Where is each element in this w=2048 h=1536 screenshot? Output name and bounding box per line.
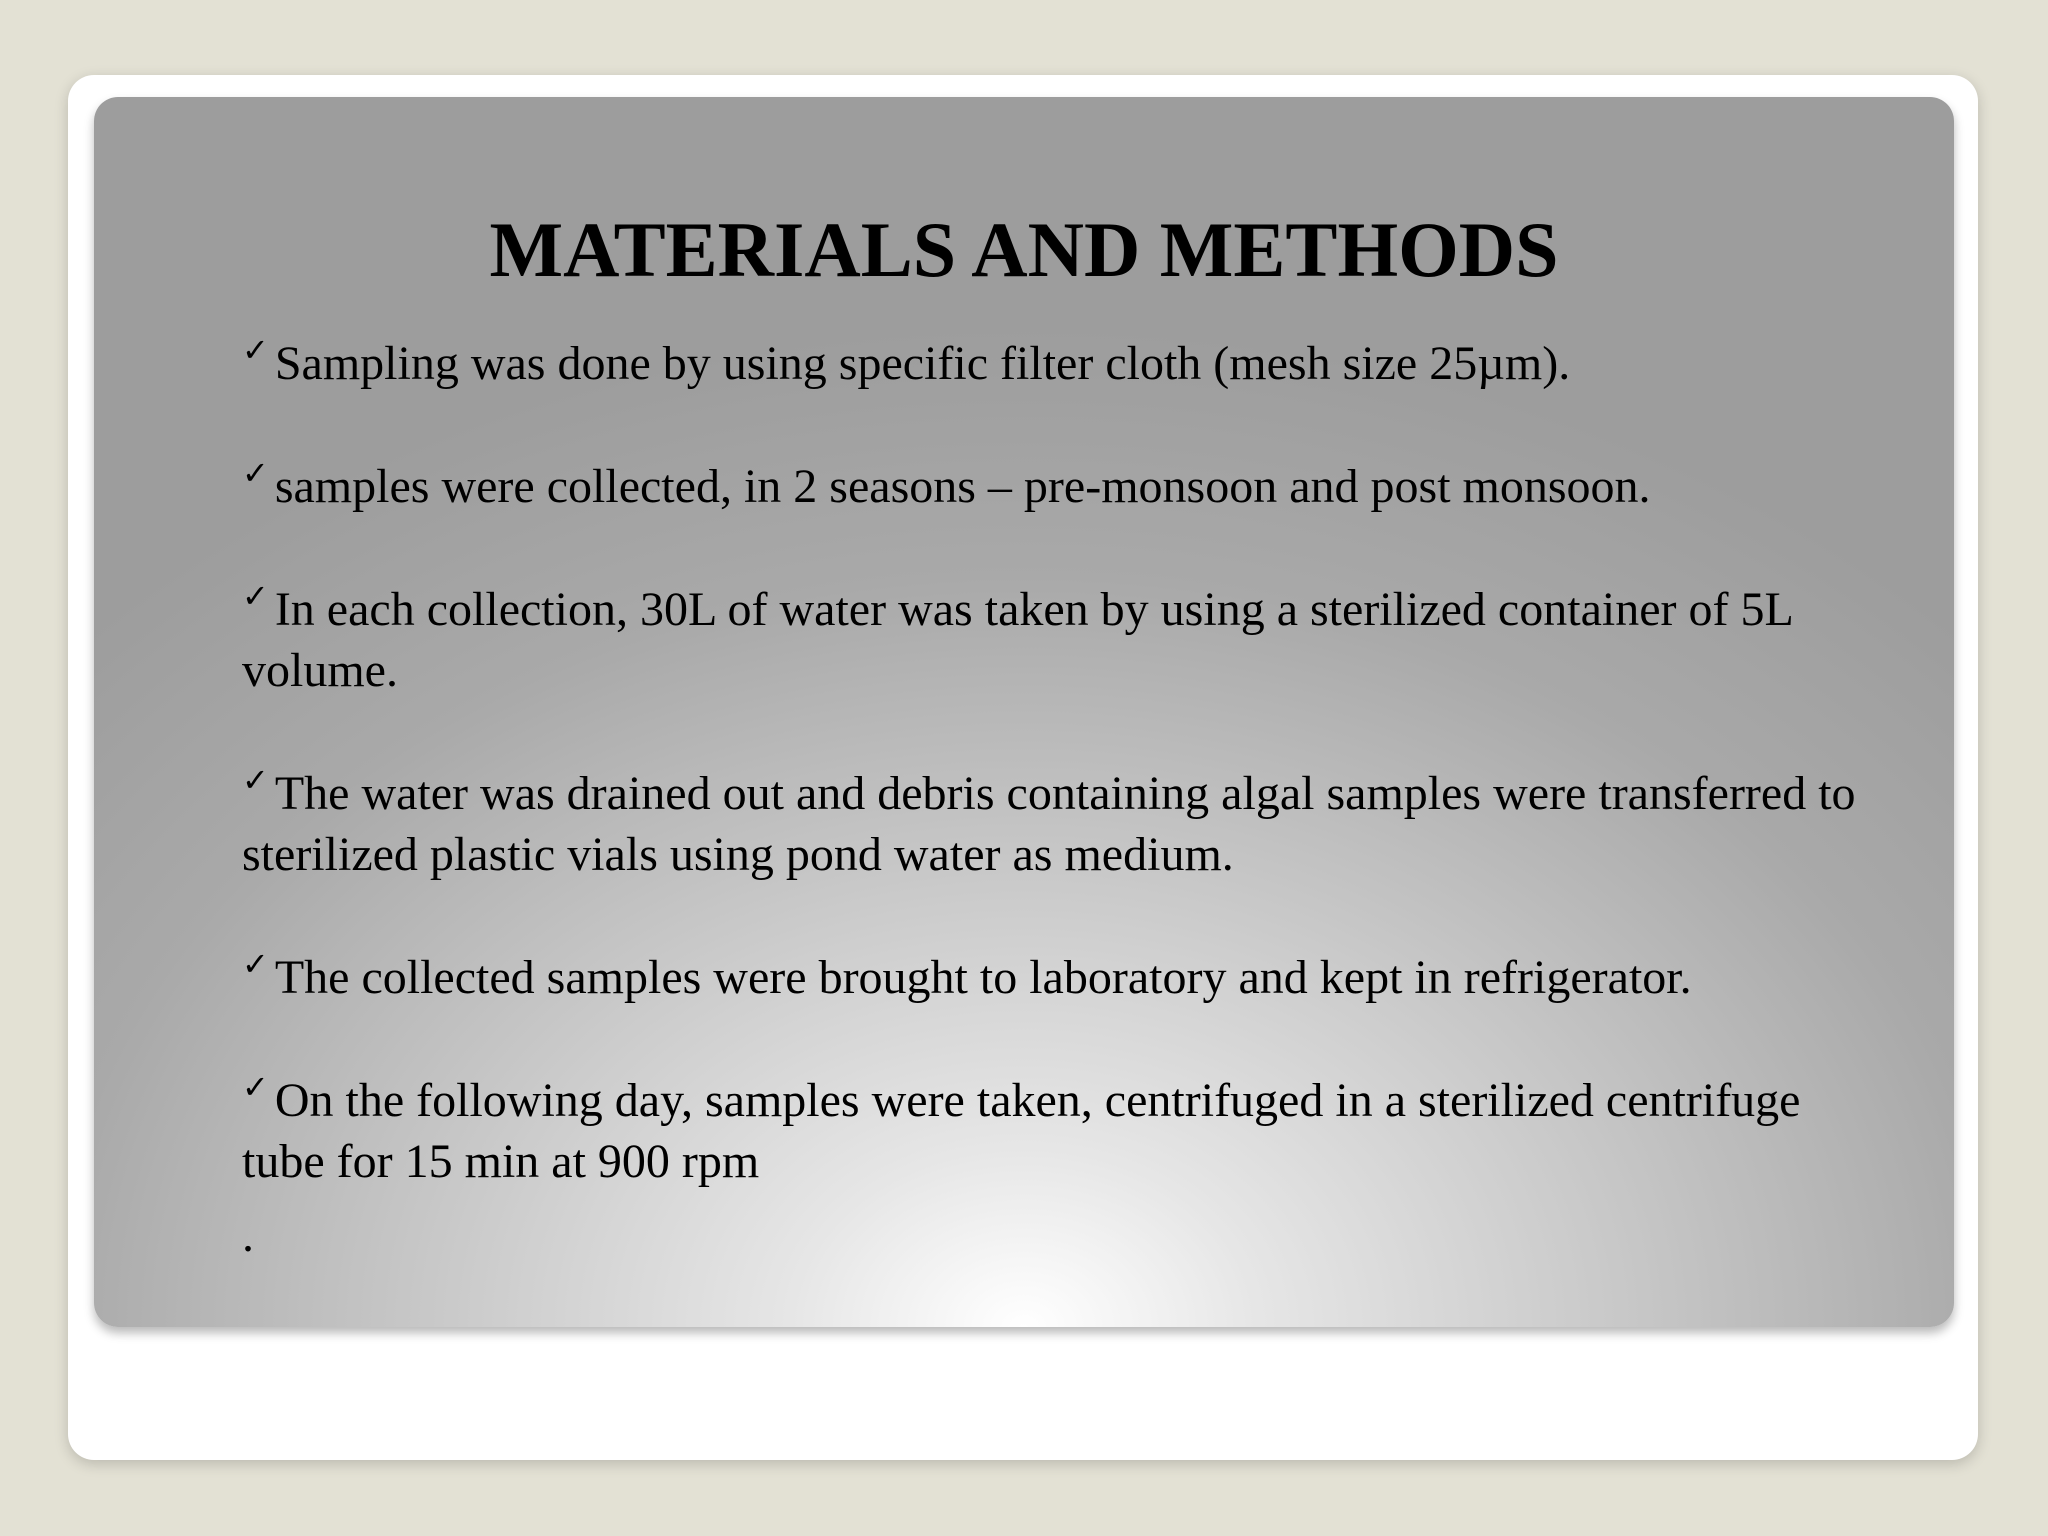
bullet-item (242, 579, 1862, 701)
check-icon: ✓ (242, 331, 269, 369)
bullet-item (242, 456, 1862, 517)
check-icon: ✓ (242, 945, 269, 983)
check-icon: ✓ (242, 1068, 269, 1106)
bullet-text: On the following day, samples were taken, centrifuged in a sterilized centrifuge tube for 15 min at 900 rpm (242, 1074, 1801, 1188)
trailing-period: . (242, 1209, 254, 1262)
check-icon: ✓ (242, 761, 269, 799)
bullet-text: The collected samples were brought to laboratory and kept in refrigerator. (274, 951, 1692, 1004)
bullet-text: The water was drained out and debris containing algal samples were transferred to sterilized plastic vials using pond water as medium. (242, 767, 1856, 881)
slide-title: MATERIALS AND METHODS (489, 206, 1559, 293)
bullet-text: samples were collected, in 2 seasons – pre-monsoon and post monsoon. (274, 460, 1651, 513)
check-icon: ✓ (242, 454, 269, 492)
bullet-text: Sampling was done by using specific filter cloth (mesh size 25µm). (274, 337, 1571, 390)
bullet-item (242, 763, 1862, 885)
check-icon: ✓ (242, 577, 269, 615)
bullet-item (242, 947, 1862, 1008)
bullet-item (242, 333, 1862, 394)
bullet-list (242, 333, 1862, 1254)
bullet-text: In each collection, 30L of water was taken by using a sterilized container of 5L volume. (242, 583, 1793, 697)
bullet-item (242, 1070, 1862, 1192)
